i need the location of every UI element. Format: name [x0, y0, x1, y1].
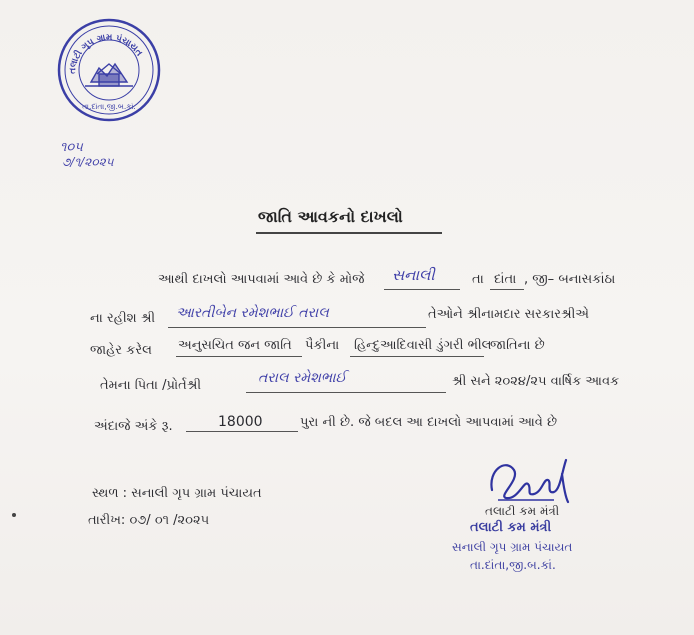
village-name: સનાલી: [392, 266, 435, 284]
taluka-label: તા: [472, 272, 484, 287]
sign-stamp-title: તલાટી કમ મંત્રી: [470, 520, 552, 535]
line2-suffix: તેઓને શ્રીનામદાર સરકારશ્રીએ: [428, 307, 590, 322]
date-line: તારીખ: ૦૭/ ૦૧ /૨૦૨૫: [88, 513, 210, 528]
taluka-name: દાંતા: [494, 272, 517, 287]
inward-date: ૭/૧/૨૦૨૫: [62, 155, 114, 169]
father-name: તરાલ રમેશભાઈ: [258, 370, 347, 386]
place-line: સ્થળ : સનાલી ગૃપ ગ્રામ પંચાયત: [92, 486, 262, 501]
title-underline: [256, 232, 442, 234]
line3-mid: પૈકીના: [305, 338, 340, 353]
line3-suffix: જાતિના છે: [490, 338, 545, 353]
signatory-title: તલાટી કમ મંત્રી: [485, 504, 560, 518]
caste-name: હિન્દુઆદિવાસી ડુંગરી ભીલ: [354, 338, 492, 353]
panchayat-round-stamp: [55, 16, 163, 124]
caste-category-blank: [176, 356, 302, 357]
village-blank: [384, 289, 460, 290]
stamp-ring-text: તલાટી ગૃપ ગ્રામ પંચાયત: [67, 32, 144, 75]
line3-prefix: જાહેર કરેલ: [90, 343, 152, 358]
caste-category: અનુસચિત જન જાતિ: [178, 338, 292, 353]
income-amount-blank: [186, 431, 298, 432]
line4-suffix: શ્રી સને ૨૦૨૪/૨૫ વાર્ષિક આવક: [452, 374, 620, 389]
taluka-blank: [490, 289, 524, 290]
father-name-blank: [246, 392, 446, 393]
district-name: , જી– બનાસકાંઠા: [524, 272, 616, 287]
line2-prefix: ના રહીશ શ્રી: [90, 311, 156, 326]
line5-suffix: પુરા ની છે. જે બદલ આ દાખલો આપવામાં આવે છે: [300, 415, 558, 430]
line1-prefix: આથી દાખલો આપવામાં આવે છે કે મોજે: [158, 272, 365, 287]
caste-name-blank: [350, 356, 484, 357]
certificate-title: જાતિ આવકનો દાખલો: [258, 207, 403, 226]
sign-stamp-panchayat: સનાલી ગૃપ ગ્રામ પંચાયત: [452, 540, 573, 554]
applicant-name-blank: [168, 327, 426, 328]
talati-signature: [484, 450, 574, 508]
income-amount: 18000: [218, 414, 263, 430]
applicant-name: આરતીબેન રમેશભાઈ તરાલ: [176, 305, 329, 321]
sign-stamp-address: તા.દાંતા,જી.બ.કાં.: [470, 558, 556, 572]
inward-number: ૧૦૫: [60, 140, 83, 155]
margin-dot: [12, 513, 16, 517]
stamp-emblem-icon: [85, 64, 133, 86]
line4-prefix: તેમના પિતા /પ્રોર્તશ્રી: [100, 378, 202, 393]
stamp-bottom-text: તા.દાંતા,જી.બ.કાં.: [82, 102, 136, 111]
line5-prefix: અંદાજે અંકે રૂ.: [94, 419, 173, 434]
